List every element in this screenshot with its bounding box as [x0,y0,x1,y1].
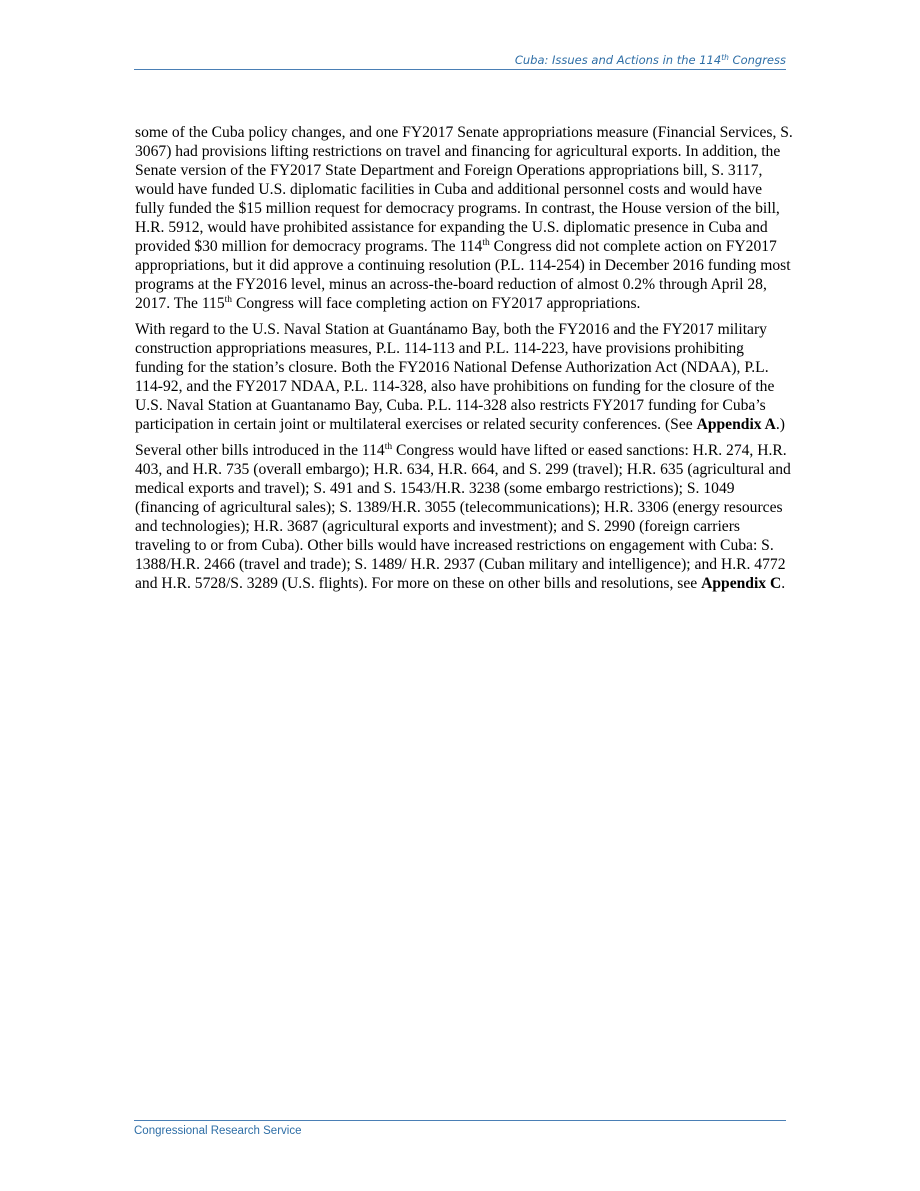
superscript: th [482,238,490,248]
paragraph-text: Several other bills introduced in the 114 [135,442,385,459]
paragraph-text: Congress did not complete action on FY2017 appropriations, but it did approve a continuing resolution (P.L. 114-254) in December 2016 funding most programs at the FY2016 level, minus an across-the-board reduction of almost 0.2% through April 28, 2017. The 115 [135,238,791,312]
footer-text: Congressional Research Service [134,1125,302,1137]
superscript: th [224,295,233,305]
superscript: th [384,442,393,452]
paragraph-text: With regard to the U.S. Naval Station at Guantánamo Bay, both the FY2016 and the FY2017 military construction appropriations measures, P.L. 114-113 and P.L. 114-223, have provisions prohibiting funding for the station’s closure. Both the FY2016 National Defense Authorization Act (NDAA), P.L. 114-92, and the FY2017 NDAA, P.L. 114-328, also have prohibitions on funding for the closure of the U.S. Naval Station at Guantanamo Bay, Cuba. P.L. 114-328 also restricts FY2017 funding for Cuba’s participation in certain joint or multilateral exercises or related security conferences. (See [135,321,775,433]
paragraph-text: some of the Cuba policy changes, and one FY2017 Senate appropriations measure (Financial Services, S. 3067) had provisions lifting restrictions on travel and financing for agricultural exports. In addition, the Senate version of the FY2017 State Department and Foreign Operations appropriations bill, S. 3117, would have funded U.S. diplomatic facilities in Cuba and additional personnel costs and would have fully funded the $15 million request for democracy programs. In contrast, the House version of the bill, H.R. 5912, would have prohibited assistance for expanding the U.S. diplomatic presence in Cuba and provided $30 million for democracy programs. The 114 [135,124,793,255]
paragraph-text: .) [775,416,785,433]
appendix-c-reference: Appendix C [701,575,782,592]
running-header [134,52,786,70]
paragraph-other-bills [135,441,795,593]
header-title-prefix: Cuba: Issues and Actions in the 114 [514,53,722,67]
appendix-a-reference: Appendix A [696,416,776,433]
paragraph-guantanamo [135,320,795,434]
paragraph-text: . [781,575,786,592]
page-footer [134,1120,786,1138]
paragraph-text: Congress would have lifted or eased sanctions: H.R. 274, H.R. 403, and H.R. 735 (overall embargo); H.R. 634, H.R. 664, and S. 299 (travel); H.R. 635 (agricultural and medical exports and travel); S. 491 and S. 1543/H.R. 3238 (some embargo restrictions); S. 1049 (financing of agricultural sales); S. 1389/H.R. 3055 (telecommunications); H.R. 3306 (energy resources and technologies); H.R. 3687 (agricultural exports and investment); and S. 2990 (foreign carriers traveling to or from Cuba). Other bills would have increased restrictions on engagement with Cuba: S. 1388/H.R. 2466 (travel and trade); S. 1489/ H.R. 2937 (Cuban military and intelligence); and H.R. 4772 and H.R. 5728/S. 3289 (U.S. flights). For more on these on other bills and resolutions, see [135,442,791,592]
document-body [135,123,795,600]
paragraph-appropriations [135,123,795,313]
paragraph-text: Congress will face completing action on FY2017 appropriations. [232,295,641,312]
header-title-superscript: th [721,53,729,62]
header-title-suffix: Congress [728,53,786,67]
